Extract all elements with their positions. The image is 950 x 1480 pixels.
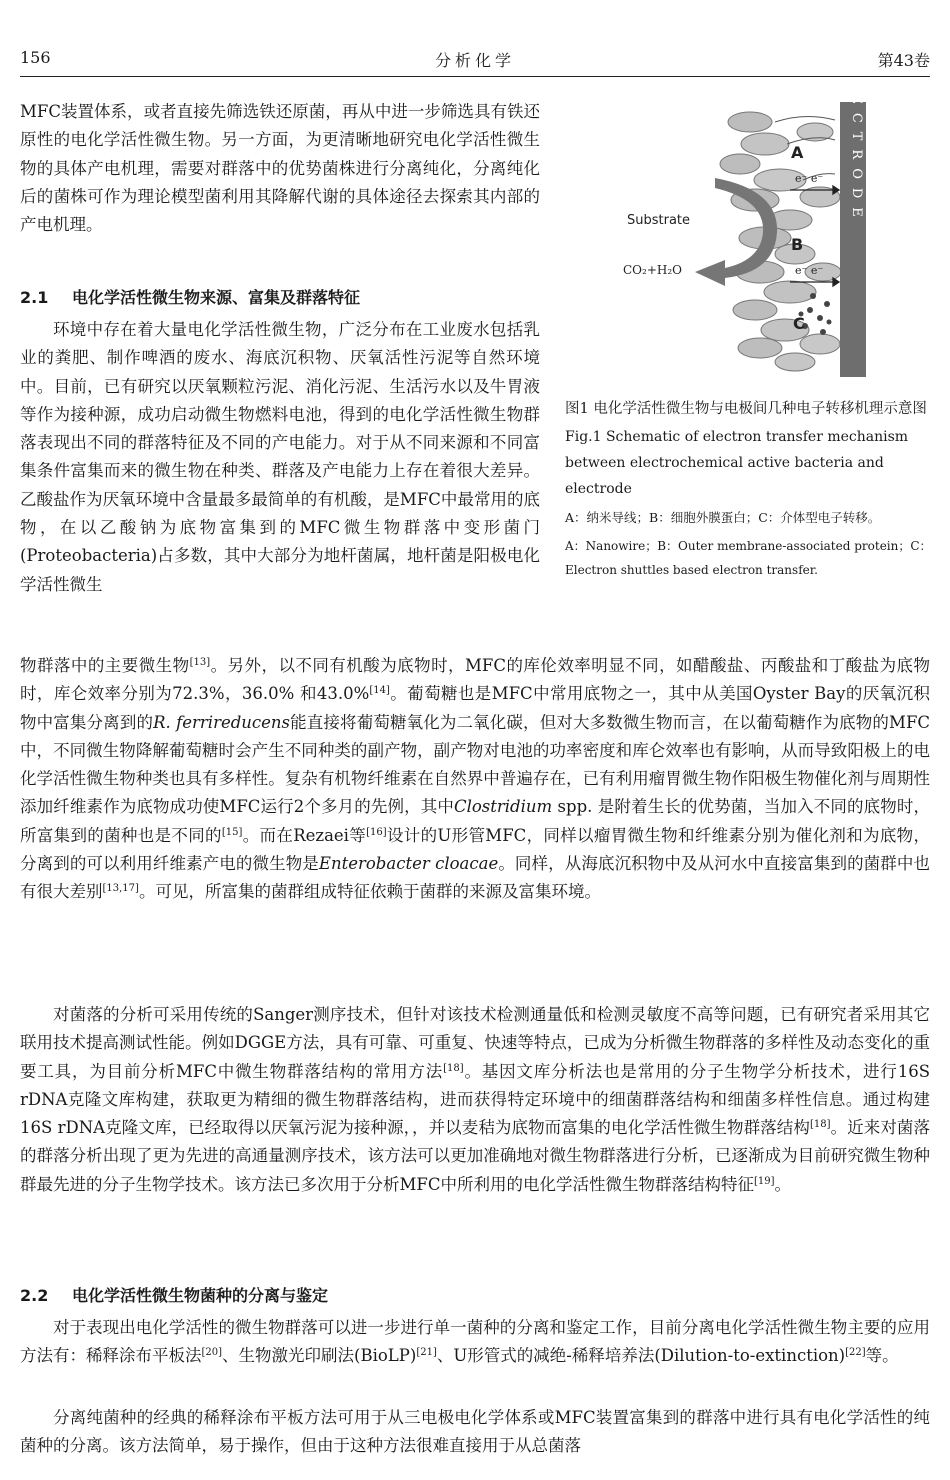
section-heading-2-1 (20, 284, 540, 312)
citation: [20] (201, 1347, 223, 1359)
electron-label-1: e⁻ e⁻ (795, 172, 824, 185)
text-run: 。 (774, 1174, 791, 1194)
paragraph-sources-part1: 环境中存在着大量电化学活性微生物，广泛分布在工业废水包括乳业的粪肥、制作啤酒的废水、海底沉积物、厌氧活性污泥等自然环境中。目前，已有研究以厌氧颗粒污泥、消化污泥、生活污水以及牛胃液等作为接种源，成功启动微生物燃料电池，得到的电化学活性微生物群落表现出不同的群落特征及不同的产电能力。对于从不同来源和不同富集条件富集而来的微生物在种类、群落及产电能力上存在着很大差异。乙酸盐作为厌氧环境中含量最多最简单的有机酸，是MFC中最常用的底物，在以乙酸钠为底物富集到的MFC微生物群落中变形菌门(Proteobacteria)占多数，其中大部分为地杆菌属，地杆菌是阳极电化学活性微生 (20, 320, 540, 594)
text-run: 。可见，所富集的菌群组成特征依赖于菌群的来源及富集环境。 (138, 882, 601, 902)
section-number: 2.2 (20, 1286, 49, 1305)
label-a: A (791, 143, 804, 162)
text-run: 设计的U形管MFC，同样以瘤胃微生物和纤维素分别为催化剂和为底物，分离到的可以利用纤维素产电的微生物是 (20, 825, 931, 874)
citation: [22] (845, 1347, 866, 1359)
figure-1 (565, 82, 935, 582)
substrate-label: Substrate (627, 213, 691, 228)
text-run: 、生物激光印刷法(BioLP) (222, 1346, 417, 1366)
citation: [13] (189, 657, 211, 668)
section-number: 2.1 (20, 288, 49, 307)
text-run: 对菌落的分析可采用传统的Sanger测序技术，但针对该技术检测通量低和检测灵敏度不高等问题，已有研究者采用其它联用技术提高测试性能。例如DGGE方法，具有可靠、可重复、快速等特点，已成为分析微生物群落的多样性及动态变化的重要工具，为目前分析MFC中微生物群落结构的常用方法 (20, 1005, 930, 1081)
paragraph-sources-part2 (20, 652, 930, 907)
text-run: spp. 是附着生长的优势菌，当加入不同的底物时，所富集到的菌种也是不同的 (20, 797, 931, 845)
header-rule (20, 76, 930, 77)
text-run: 。葡萄糖也是MFC中常用底物之一，其中从美国Oyster Bay的厌氧沉积物中富集分离到的 (20, 684, 930, 732)
citation: [18] (443, 1062, 464, 1074)
citation: [14] (369, 685, 390, 697)
label-b: B (791, 235, 804, 254)
text-run: 能直接将葡萄糖氧化为二氧化碳，但对大多数微生物而言，在以葡萄糖作为底物的MFC中，不同微生物降解葡萄糖时会产生不同种类的副产物，副产物对电池的功率密度和库仑效率也有影响，从而导致阳极上的电化学活性微生物种类也具有多样性。复杂有机物纤维素在自然界中普遍存在，已有利用瘤胃微生物作阳极生物催化剂与周期性添加纤维素作为底物成功使MFC运行2个多月的先例，其中 (20, 712, 931, 817)
section-title: 电化学活性微生物菌种的分离与鉴定 (72, 1286, 329, 1305)
page-header (20, 48, 930, 78)
text-run: 。另外，以不同有机酸为底物时，MFC的库伦效率明显不同，如醋酸盐、丙酸盐和丁酸盐为底物时，库仑效率分别为72.3%，36.0% 和43.0% (20, 656, 931, 704)
citation: [13,17] (102, 883, 139, 895)
journal-title: 分析化学 (434, 51, 515, 70)
section-title: 电化学活性微生物来源、富集及群落特征 (72, 288, 361, 307)
paragraph-plating: 分离纯菌种的经典的稀释涂布平板方法可用于从三电极电化学体系或MFC装置富集到的群落中进行具有电化学活性的纯菌种的分离。该方法简单，易于操作，但由于这种方法很难直接用于从总菌落 (20, 1408, 930, 1456)
paragraph-isolation (20, 1314, 930, 1371)
electrode-label: ELECTRODE (849, 82, 864, 226)
page-number: 156 (20, 48, 51, 67)
citation: [16] (366, 826, 387, 838)
volume-label: 第43卷 (877, 51, 930, 70)
section-heading-2-2 (20, 1282, 930, 1310)
electron-transfer-diagram (565, 82, 935, 382)
paragraph-analysis (20, 1001, 930, 1199)
species-name: Enterobacter cloacae (318, 854, 499, 874)
citation: [19] (753, 1175, 775, 1187)
text-run: 。同样，从海底沉积物中及从河水中直接富集到的菌群中也有很大差别 (20, 854, 930, 902)
text-run: 。而在Rezaei等 (242, 825, 367, 845)
citation: [21] (416, 1347, 437, 1359)
text-run: 、U形管式的减绝-稀释培养法(Dilution-to-extinction) (436, 1346, 846, 1366)
label-c: C (793, 314, 805, 333)
text-run: 。近来对菌落的群落分析出现了更为先进的高通量测序技术，该方法可以更加准确地对微生物群落进行分析，已逐渐成为目前研究微生物种群最先进的分子生物学技术。该方法已多次用于分析MFC中所利用的电化学活性微生物群落结构特征 (20, 1118, 931, 1194)
figure-legend-en: A：Nanowire；B：Outer membrane-associated protein；C：Electron shuttles based electron transfer. (565, 539, 932, 577)
electron-label-2: e⁻ e⁻ (795, 264, 824, 277)
product-label: CO₂+H₂O (623, 263, 682, 277)
text-run: 物群落中的主要微生物 (20, 656, 190, 675)
figure-caption-en: Fig.1 Schematic of electron transfer mechanism between electrochemical active bacteria and electrode (565, 429, 909, 497)
species-name: Clostridium (453, 797, 553, 817)
figure-legend-zh: A：纳米导线；B：细胞外膜蛋白；C：介体型电子转移。 (565, 510, 881, 525)
figure-caption-zh: 图1 电化学活性微生物与电极间几种电子转移机理示意图 (565, 401, 927, 417)
text-run: 。基因文库分析法也是常用的分子生物学分析技术，进行16S rDNA克隆文库构建，获取更为精细的微生物群落结构，进而获得特定环境中的细菌群落结构和细菌多样性信息。通过构建16S rDNA克隆文库，已经取得以厌氧污泥为接种源，，并以麦秸为底物而富集的电化学活性微生物群落结构 (20, 1061, 930, 1138)
text-run: 等。 (865, 1346, 899, 1366)
text-run: 对于表现出电化学活性的微生物群落可以进一步进行单一菌种的分离和鉴定工作，目前分离电化学活性微生物主要的应用方法有：稀释涂布平板法 (20, 1318, 930, 1366)
citation: [18] (809, 1119, 831, 1131)
citation: [15] (221, 826, 243, 838)
species-name: R. ferrireducens (153, 712, 291, 732)
paragraph-intro: MFC装置体系，或者直接先筛选铁还原菌，再从中进一步筛选具有铁还原性的电化学活性微生物。另一方面，为更清晰地研究电化学活性微生物的具体产电机理，需要对群落中的优势菌株进行分离纯化，分离纯化后的菌株可作为理论模型菌利用其降解代谢的具体途径去探索其内部的产电机理。 (20, 102, 540, 235)
